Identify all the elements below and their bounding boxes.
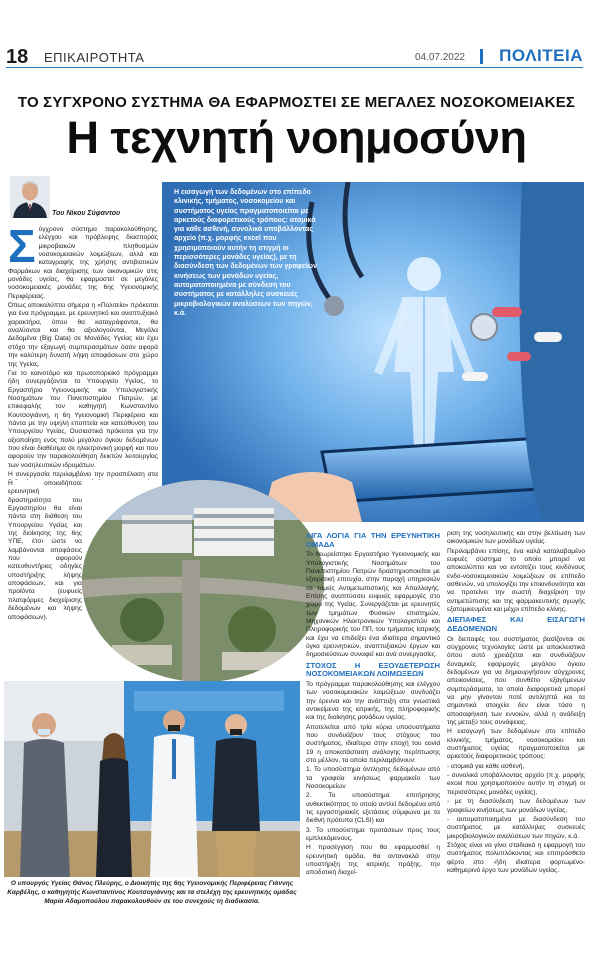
hospital-aerial-photo-icon [82, 480, 324, 682]
running-header [6, 46, 583, 68]
paragraph: Για το καινοτόμο και πρωτοποριακό πρόγραμμα ήδη συνεργάζονται το Υπουργείο Υγείας, το Εργαστήριο Υγειονομικής και Υπολογιστικής Νοσημάτων του Πανεπιστημίου Πατρών, με επικεφαλής τον καθηγητή Κωνσταντίνο Κουτσογιάννη, η 6η Υγειονομική Περιφέρεια και πάντα με την υψηλή εποπτεία και κατεύθυνση του Υπουργείου Υγείας. Ουσιαστικά πρόκειται για την αξιοποίηση ενός πολύ μεγάλου όγκου δεδομένων που είναι διαθέσιμα σε ηλεκτρονική μορφή και που αφορούν την παρακολούθηση δεικτών λειτουργίας των νοσηλευτικών ιδρυμάτων. [8, 369, 158, 469]
dropcap: Σ [8, 226, 36, 272]
list-item: 3. Το υποσύστημα προτάσεων προς τους εμπλεκόμενους. [306, 826, 440, 843]
author-portrait-icon [10, 176, 50, 218]
paragraph: Αποτελείται από τρία κύρια υποσυστήματα που συνδυάζουν τους στόχους του συστήματος, ιδιαίτερα στην εποχή του covid 19 η αποκατάσταση ανάλογης περίπτωσης στο μέλλον, τα οποία περιλαμβάνουν: [306, 723, 440, 764]
article-column-1 [8, 226, 158, 480]
paragraph: Η προσέγγιση που θα εφαρμοσθεί η ερευνητική ομάδα, θα αντανακλά στην υποστήριξη της ιατρικής πράξης, την αποδοτική διαχεί- [306, 844, 440, 877]
paragraph: Όπως αποκαλύπτει σήμερα η «Πολιτεία» πρόκειται για ένα πρόγραμμα, με ερευνητικό και αναπτυξιακό χαρακτήρα, όπου θα καταγράφονται, θα αναλύονται και θα αξιολογούνται, Μεγάλα Δεδομένα (Big Data) σε Μονάδες Υγείας και έχει στόχο την εξαγωγή συμπερασμάτων όσον αφορά την καλύτερη δυνατή λήψη αποφάσεων στο χώρο της Υγείας. [8, 302, 158, 368]
paragraph: Η οποιαδήποτε ερευνητική δραστηριότητα του Εργαστηρίου θα είναι πάντα στη διάθεση του Υπουργείου Υγείας και της διοίκησης της 6ης ΥΠΕ, έτσι ώστε να λαμβάνονται αποφάσεις που αφορούν κατευθυντήριες οδηγίες υποστήριξης λήψης αποφάσεων, και για προϊόντα (ευφυείς πλατφόρμες διαχείρισης δεδομένων και λήψης αποφάσεων). [8, 480, 82, 621]
list-item: - με τη διασύνδεση των δεδομένων των γραφείων κινήσεως των μονάδων υγείας, [447, 798, 585, 814]
paragraph: Το πρόγραμμα παρακολούθησης και ελέγχου των νοσοκομειακών λοιμώξεων συνδυάζει την έρευνα και την ανάπτυξη στα γνωστικά αντικείμενα της ιατρικής, της πληροφορικής και της διοίκησης μονάδων υγείας. [306, 680, 440, 722]
subhead-goal: ΣΤΟΧΟΣ Η ΕΞΟΥΔΕΤΕΡΩΣΗ ΝΟΣΟΚΟΜΕΙΑΚΩΝ ΛΟΙΜΩΞΕΩΝ [306, 660, 440, 679]
paragraph: Η συνεργασία περιλαμβάνει την προσπέλαση στα [8, 470, 158, 478]
list-item: - ατομικά για κάθε ασθενή, [447, 762, 525, 770]
article-headline: Η τεχνητή νοημοσύνη [66, 112, 527, 163]
paragraph: Η εισαγωγή των δεδομένων στο επίπεδο κλινικής, τμήματος, νοσοκομείου και συστήματος υγείας πραγματοποιείται με αρκετούς διαφορετικούς τρόπους: [447, 728, 585, 761]
paragraph: ριση της νοσηλευτικής και στην βελτίωση των οικονομικών των μονάδων υγείας. [447, 530, 585, 546]
hero-sidebar-text: Η εισαγωγή των δεδομένων στο επίπεδο κλινικής, τμήματος, νοσοκομείου και συστήματος υγείας πραγματοποιείται με αρκετούς διαφορετικούς τρόπους: ατομικά για κάθε ασθενή, συνολικά υποβάλλοντας αρχείο (π.χ. μορφής excel που χρησιμοποιούν αυτήν τη στιγμή οι περισσότερες μονάδες υγείας), με τη διασύνδεση των δεδομένων των γραφείων κινήσεως των μονάδων υγείας, αυτοματοποιημένα με σύνδεση του συστήματος με κατάλληλες συσκευές μικροβιολογικών αναλύσεων των πηγών, κ.ά. [174, 189, 317, 317]
hero-image [162, 182, 584, 522]
list-item: 1. Το υποσύστημα άντλησης δεδομένων από τα γραφεία κινήσεως φαρμακείο των Νοσοκομείων [306, 766, 440, 790]
article-column-4 [447, 530, 585, 882]
byline: Του Νίκου Σύφαντου [52, 210, 121, 217]
team-photo-icon [4, 681, 300, 877]
article-column-1-lower [8, 480, 82, 680]
article-column-3 [306, 530, 440, 882]
list-item: 2. Το υποσύστημα επιτήρησης ανθεκτικότητας το οποίο αντλεί δεδομένα από τις εργαστηριακές εξετάσεις σύμφωνα με τα διεθνή πρότυπα (CLSI) και [306, 792, 440, 825]
paragraph: ύγχρονο σύστημα παρακολούθησης, ελέγχου και πρόβλεψης διασποράς μικροβιακών πληθυσμών νοσοκομειακών λοιμώξεων, αλλά και καταγραφής της χρήσης αντιβιοτικών Φαρμάκων και διαχείρισης των οικονομικών στις μονάδες υγείας, θα εφαρμοστεί σε μεγάλες νοσοκομειακές μονάδες της 6ης Υγειονομικής Περιφέρειας. [8, 226, 158, 300]
paragraph: Περιλαμβάνει επίσης, ένα καλά καταλαβαμένο ευφυές σύστημα το οποίο μπορεί να αποκαλύπτει και να εντοπίζει τους κινδύνους ενδο-νοσοκομειακών λοιμώξεων σε επίπεδο ασθενών, να υπολογίζει την επικινδυνότητα και να προτείνει την σωστή διαχείριση την αντιμετώπισης και της φαρμακευτικής αγωγής εξατομικευμένα και μέχρι επίπεδο κλίνης. [447, 547, 585, 614]
brand-mark-icon [480, 49, 483, 64]
issue-date: 04.07.2022 [414, 52, 465, 63]
paragraph: Στόχος είναι να γίνει σταδιακά η εφαρμογή του συστήματος πολυπλόκοντας και επιπρόσθετο φέρτο στο -ήδη ιδιαίτερα φορτωμένο- καθημερινό έργο των μονάδων υγείας. [447, 841, 585, 874]
publication-name: ΠΟΛΙΤΕΙΑ [499, 46, 583, 65]
subhead-team: ΛΙΓΑ ΛΟΓΙΑ ΓΙΑ ΤΗΝ ΕΡΕΥΝΗΤΙΚΗ ΟΜΑΔΑ [306, 531, 440, 549]
section-label: ΕΠΙΚΑΙΡΟΤΗΤΑ [44, 50, 145, 65]
photo-caption: Ο υπουργός Υγείας Θάνος Πλεύρης, ο Διοικητής της 6ης Υγειονομικής Περιφέρειας Γιάννης Καρβέλης, ο καθηγητής Κωνσταντίνος Κουτσογιάννης και τα στελέχη της ερευνητικής ομάδας Μαρία Αδαμοπούλου παρακολουθούν σε του συνεχούς τη διαδικασία. [7, 880, 297, 905]
paragraph: Το θεωρείστηκε Εργαστήριο Υγειονομικής και Υπολογιστικής Νοσημάτων του Πανεπιστημίου Πατρών δραστηριοποιείται με εξαιρετική επιτυχία, στην παροχή υπηρεσιών σε τομείς Αντιμετωπιστικής και Απαλλαγής. Επίσης αναπτύσσει ευφυείς εφαρμογές στο χώρο της Υγείας. Συνεργάζεται με ερευνητές των τμημάτων Φυσικών επιστημών, Μηχανικών Ηλεκτρονικών Υπολογιστών και Πληροφορικής του ΠΠ, του τμήματος Ιατρικής και έχει να επιδείξει ένα ιδιαίτερα σημαντικό όγκο ερευνητικών, αναπτυξιακών έργων και δημοσιεύσεων συναφεί και ανά συνεργασίες. [306, 551, 440, 659]
article-kicker: ΤΟ ΣΥΓΧΡΟΝΟ ΣΥΣΤΗΜΑ ΘΑ ΕΦΑΡΜΟΣΤΕΙ ΣΕ ΜΕΓΑΛΕΣ ΝΟΣΟΚΟΜΕΙΑΚΕΣ [17, 94, 576, 111]
page-number: 18 [6, 46, 29, 68]
paragraph: Οι διεπαφές του συστήματος βασίζονται σε σύγχρονες τεχνολογίες ώστε με αποκλειστικά όπου αυτό χρειάζεται και συνδυάζουν δυναμικές εφαρμογές μεγάλου όγκου δεδομένων για να δημιουργήσουν σύγχρονες απεικονίσεις, που συνθέτει εξαγόμενων συμπεράσματα, τα οποία διαφορετικά μπορεί να μην γίνονταν ποτέ αντιληπτά και τα σημαντικά στοιχεία δεν είναι τόσο η αποσαφήνιση των εννοιών, αλλά η ανάδειξη της μεταξύ τους συνάφειας. [447, 635, 585, 727]
subhead-interfaces: ΔΙΕΠΑΦΕΣ ΚΑΙ ΕΙΣΑΓΩΓΗ ΔΕΔΟΜΕΝΩΝ [447, 615, 585, 634]
list-item: - συνολικά υποβάλλοντας αρχείο (π.χ. μορφής excel που χρησιμοποιούν αυτήν τη στιγμή οι περισσότερες μονάδες υγείας), [447, 772, 585, 796]
list-item: - αυτοματοποιημένα με διασύνδεση του συστήματος με κατάλληλες συσκευές μικροβιολογικών αναλύσεων των πηγών, κ.ά. [447, 815, 585, 840]
